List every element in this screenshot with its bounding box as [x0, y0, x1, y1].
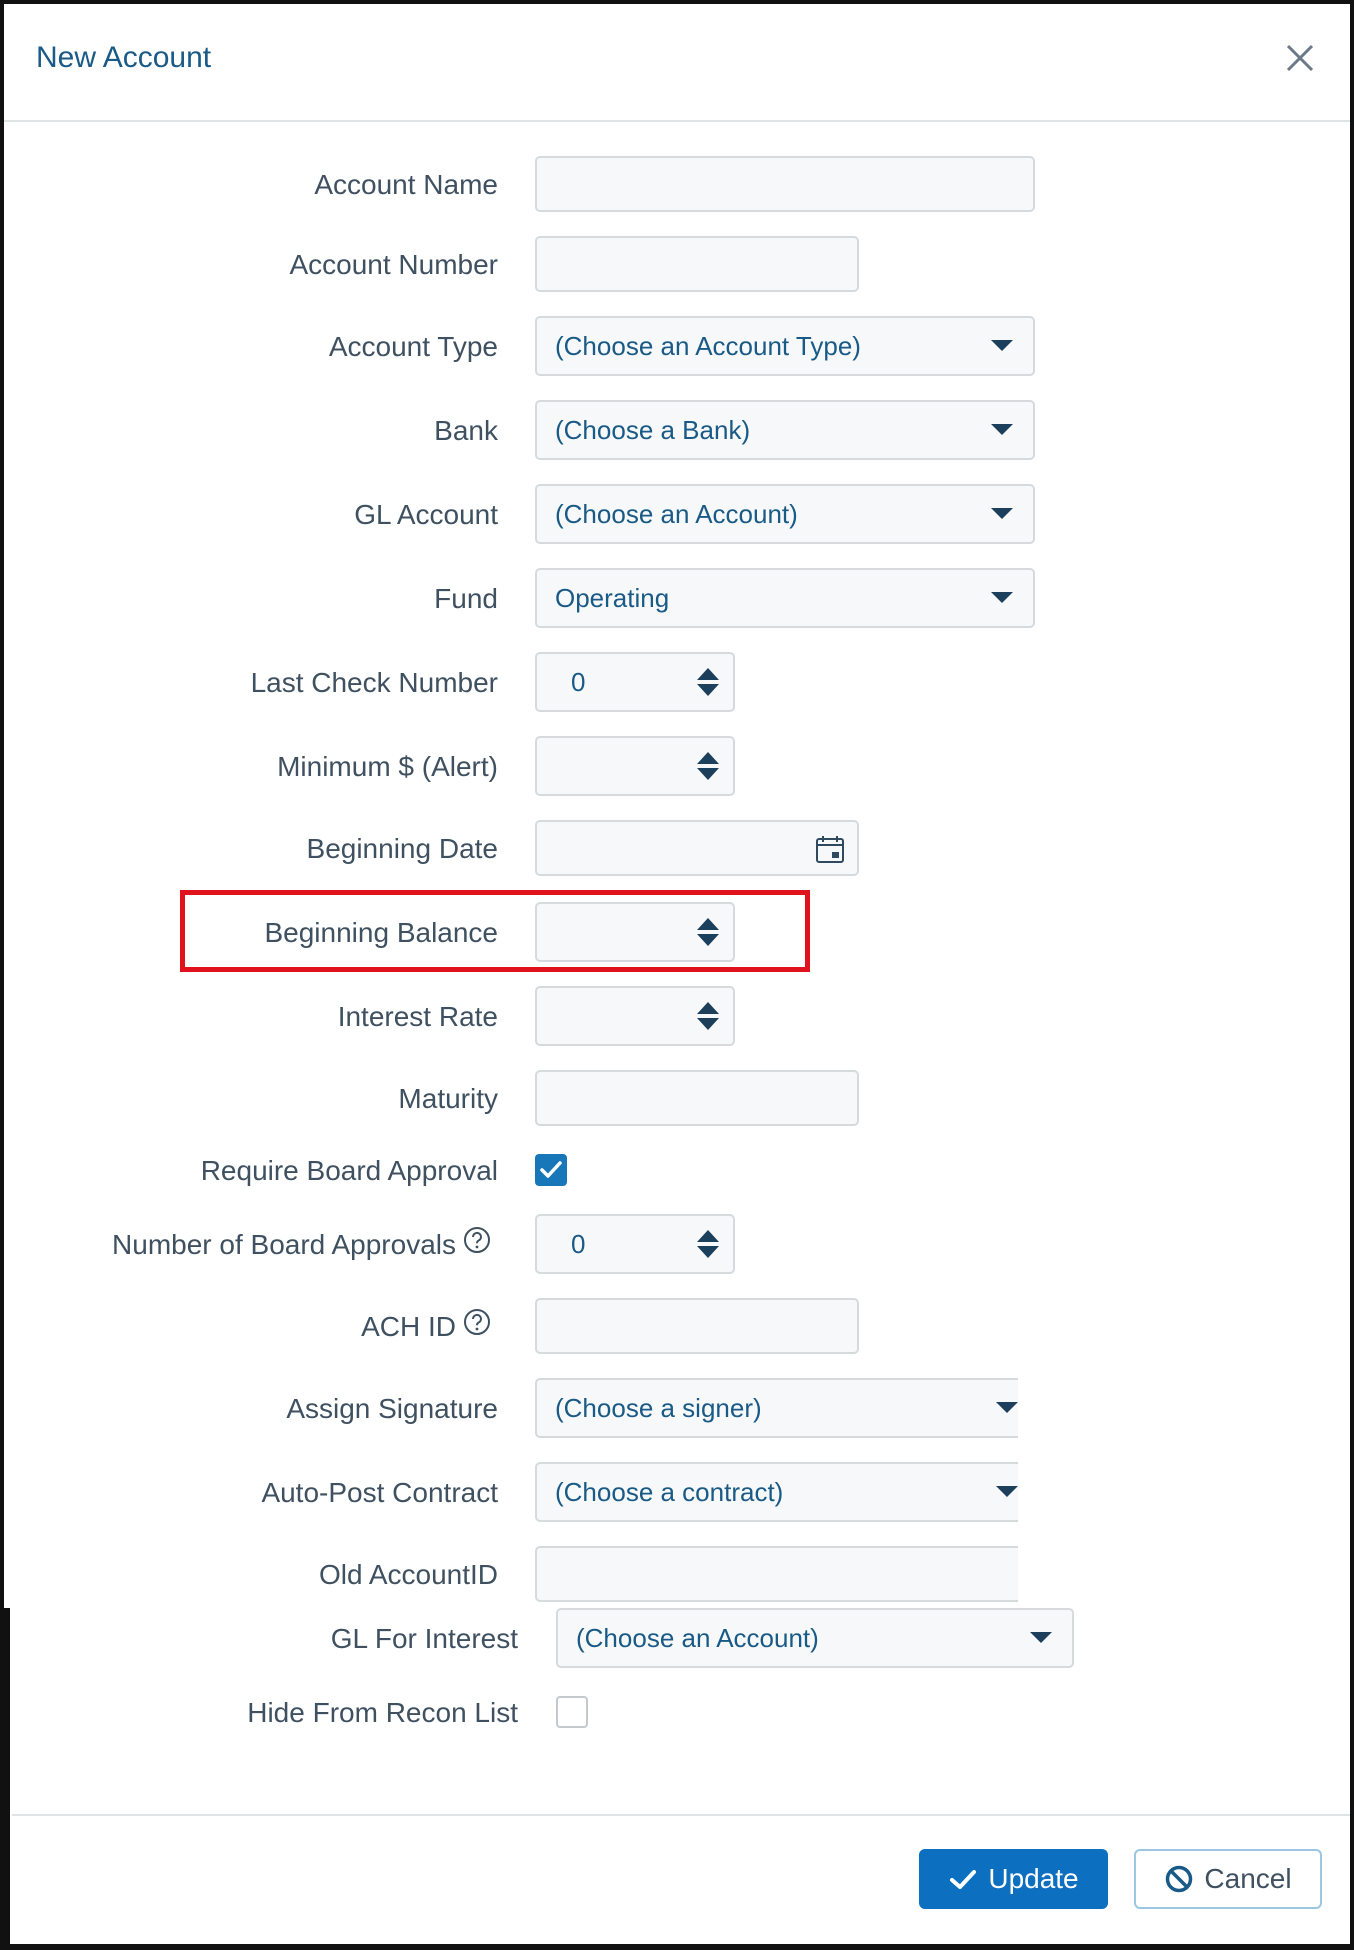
account-name-input[interactable]	[535, 156, 1035, 212]
ban-icon	[1164, 1864, 1194, 1894]
last-check-number-label: Last Check Number	[250, 667, 498, 698]
auto-post-contract-select[interactable]: (Choose a contract)	[535, 1462, 1018, 1522]
gl-for-interest-label: GL For Interest	[330, 1623, 518, 1654]
gl-account-label: GL Account	[354, 499, 498, 530]
cancel-button-label: Cancel	[1204, 1863, 1292, 1894]
account-name-label: Account Name	[314, 169, 498, 200]
chevron-down-icon	[991, 340, 1013, 351]
close-button[interactable]	[1280, 38, 1320, 78]
number-of-board-approvals-label: Number of Board Approvals	[112, 1229, 456, 1260]
fund-select[interactable]: Operating	[535, 568, 1035, 628]
account-type-label: Account Type	[328, 331, 498, 362]
account-number-input[interactable]	[535, 236, 859, 292]
checkmark-icon	[948, 1864, 978, 1894]
account-type-select[interactable]: (Choose an Account Type)	[535, 316, 1035, 376]
beginning-balance-label: Beginning Balance	[264, 917, 498, 948]
assign-signature-label: Assign Signature	[286, 1393, 498, 1424]
highlight-box	[180, 890, 810, 972]
hide-from-recon-list-checkbox[interactable]	[556, 1696, 588, 1728]
ach-id-label: ACH ID	[361, 1311, 456, 1342]
require-board-approval-checkbox[interactable]	[535, 1154, 567, 1186]
checkmark-icon	[537, 1156, 565, 1184]
require-board-approval-label: Require Board Approval	[200, 1155, 498, 1186]
account-number-label: Account Number	[289, 249, 498, 280]
bank-label: Bank	[434, 415, 498, 446]
spinner-arrows-icon[interactable]	[683, 738, 733, 794]
assign-signature-select[interactable]: (Choose a signer)	[535, 1378, 1018, 1438]
spinner-arrows-icon[interactable]	[683, 988, 733, 1044]
update-button-label: Update	[988, 1863, 1079, 1894]
number-of-board-approvals-stepper[interactable]: 0	[535, 1214, 735, 1274]
update-button[interactable]	[919, 1849, 1108, 1909]
dialog-header	[4, 4, 1350, 122]
left-border-segment	[4, 1608, 10, 1948]
gl-for-interest-select[interactable]: (Choose an Account)	[556, 1608, 1074, 1668]
spinner-arrows-icon[interactable]	[683, 654, 733, 710]
chevron-down-icon	[996, 1486, 1018, 1497]
cancel-button[interactable]	[1134, 1849, 1322, 1909]
minimum-alert-stepper[interactable]	[535, 736, 735, 796]
fund-label: Fund	[434, 583, 498, 614]
minimum-alert-label: Minimum $ (Alert)	[277, 751, 498, 782]
help-icon[interactable]	[463, 1226, 491, 1254]
last-check-number-stepper[interactable]: 0	[535, 652, 735, 712]
calendar-icon[interactable]	[815, 834, 845, 864]
chevron-down-icon	[991, 592, 1013, 603]
old-account-id-label: Old AccountID	[319, 1559, 498, 1590]
footer-divider	[12, 1814, 1350, 1816]
auto-post-contract-label: Auto-Post Contract	[261, 1477, 498, 1508]
chevron-down-icon	[991, 508, 1013, 519]
hide-from-recon-list-label: Hide From Recon List	[247, 1697, 518, 1728]
spinner-arrows-icon[interactable]	[683, 1216, 733, 1272]
help-icon[interactable]	[463, 1308, 491, 1336]
chevron-down-icon	[1030, 1632, 1052, 1643]
chevron-down-icon	[991, 424, 1013, 435]
old-account-id-input[interactable]	[535, 1546, 1018, 1602]
interest-rate-stepper[interactable]	[535, 986, 735, 1046]
ach-id-input[interactable]	[535, 1298, 859, 1354]
chevron-down-icon	[996, 1402, 1018, 1413]
maturity-label: Maturity	[398, 1083, 498, 1114]
gl-account-select[interactable]: (Choose an Account)	[535, 484, 1035, 544]
bank-select[interactable]: (Choose a Bank)	[535, 400, 1035, 460]
dialog-title: New Account	[36, 41, 212, 74]
close-icon	[1280, 38, 1320, 78]
beginning-date-input[interactable]	[535, 820, 859, 876]
maturity-input[interactable]	[535, 1070, 859, 1126]
interest-rate-label: Interest Rate	[337, 1001, 498, 1032]
beginning-date-label: Beginning Date	[306, 833, 498, 864]
